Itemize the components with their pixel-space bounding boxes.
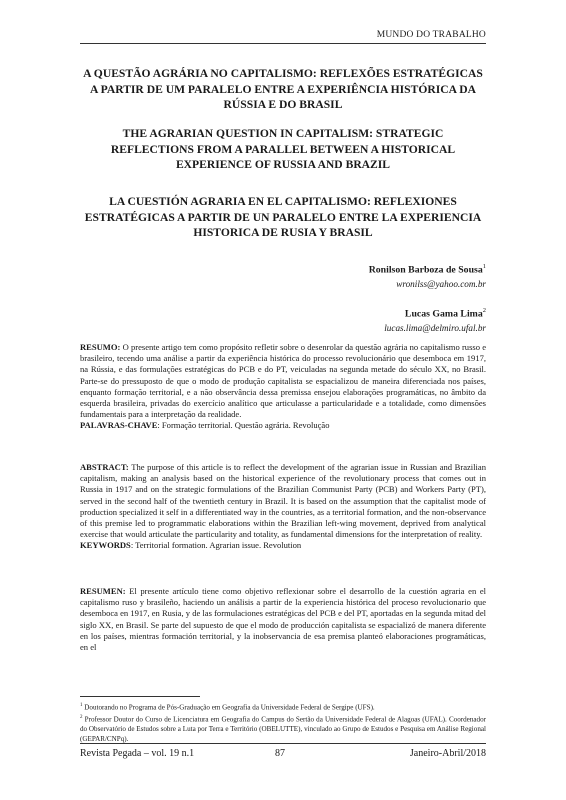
footnote-2-mark: 2 (80, 714, 83, 720)
author-2 (384, 304, 486, 335)
footnote-2-text: Professor Doutor do Curso de Licenciatura em Geografia do Campus do Sertão da Universidade Federal de Alagoas (UFAL). Coordenador do Observatório de Estudos sobre a Luta por Terra e Território (OBELUTTE), vinculado ao Grupo de Estudos e Pesquisa em Análise Regional (GEPAR/CNPq). (80, 715, 486, 743)
footer-journal: Revista Pegada – vol. 19 n.1 (80, 748, 195, 759)
abstract-es-text: El presente artículo tiene como objetivo reflexionar sobre el desarrollo de la cuestión agraria en el capitalismo ruso y brasileño, haciendo un análisis a partir de la experiencia histórica del proceso revolucionario que desemboca en 1917, en Rusia, y de las formulaciones estratégicas del PCB e del PT, aportadas en la segunda mitad del siglo XX, en Brasil. Se parte del supuesto de que el modo de producción capitalista se espacializó de manera diferente en los países, mientras formación territorial, y la inobservancia de esa premisa planteó elaboraciones programáticas, en el (80, 586, 486, 653)
abstract-en-label: ABSTRACT: (80, 462, 129, 472)
footnote-1-mark: 1 (80, 703, 83, 708)
footnote-rule (80, 696, 200, 697)
keywords-pt-text: : Formação territorial. Questão agrária. Revolução (157, 420, 330, 431)
title-spanish: LA CUESTIÓN AGRARIA EN EL CAPITALISMO: REFLEXIONES ESTRATÉGICAS A PARTIR DE UN PARALELO ENTRE LA EXPERIENCIA HISTORICA DE RUSIA Y BRASIL (84, 195, 482, 240)
footer-rule (80, 743, 486, 744)
author-1-name: Ronilson Barboza de Sousa (368, 264, 483, 276)
abstract-english (80, 462, 486, 552)
abstract-pt-label: RESUMO: (80, 342, 121, 352)
footnote-1-text: Doutorando no Programa de Pós-Graduação em Geografia da Universidade Federal de Sergipe (UFS). (82, 703, 375, 712)
footnote-2 (80, 713, 486, 744)
author-1 (369, 260, 486, 291)
title-english: THE AGRARIAN QUESTION IN CAPITALISM: STRATEGIC REFLECTIONS FROM A PARALLEL BETWEEN A HISTORICAL EXPERIENCE OF RUSSIA AND BRAZIL (110, 127, 456, 172)
abstract-spanish (80, 586, 486, 653)
author-2-email: lucas.lima@delmiro.ufal.br (384, 323, 486, 334)
author-2-footnote-mark: 2 (482, 307, 486, 314)
keywords-en-label: KEYWORDS (80, 540, 131, 551)
abstract-portuguese (80, 342, 486, 432)
running-head: MUNDO DO TRABALHO (376, 30, 486, 40)
footnote-1 (80, 701, 486, 713)
keywords-en-text: : Territorial formation. Agrarian issue. Revolution (130, 540, 302, 551)
footer-date: Janeiro-Abril/2018 (409, 748, 486, 759)
header-rule (80, 43, 486, 44)
title-portuguese: A QUESTÃO AGRÁRIA NO CAPITALISMO: REFLEXÕES ESTRATÉGICAS A PARTIR DE UM PARALELO ENTRE A EXPERIÊNCIA HISTÓRICA DA RÚSSIA E DO BRASIL (83, 67, 483, 112)
abstract-pt-text: O presente artigo tem como propósito refletir sobre o desenrolar da questão agrária no capitalismo russo e brasileiro, tecendo uma análise a partir da experiência histórica do processo revolucionário que desemboca em 1917, na Rússia, e das formulações estratégicas do PCB e do PT, veiculadas na segunda metade do século XX, no Brasil. Parte-se do pressuposto de que o modo de produção capitalista se espacializou de maneira diferenciada nos países, enquanto formação territorial, e a não observância dessa premissa ensejou elaborações programáticas, no âmbito da esquerda brasileira, privadas do exercício analítico que articulasse a particularidade e a totalidade, como dimensões fundamentais para a interpretação da realidade. (80, 342, 486, 420)
author-2-name: Lucas Gama Lima (404, 308, 483, 320)
abstract-es-label: RESUMEN: (80, 586, 126, 596)
footer-page-number: 87 (275, 748, 285, 759)
author-1-footnote-mark: 1 (482, 263, 486, 270)
abstract-en-text: The purpose of this article is to reflect the development of the agrarian issue in Russian and Brazilian capitalism, making an analysis based on the historical experience of the revolutionary process that comes out in Russia in 1917 and on the strategic formulations of the Brazilian Communist Party (PCB) and Workers Party (PT), served in the second half of the twentieth century in Brazil. It is based on the assumption that the capitalist mode of production specialized it self in a differentiated way in the countries, as a territorial formation, and the non-observance of this premise led to programmatic elaborations within the Brazilian left-wing movement, deprived from analytical exercise that would articulate the particularity and totality, as fundamental dimensions for the interpretation of reality. (80, 462, 486, 540)
footnotes (80, 701, 486, 744)
keywords-pt-label: PALAVRAS-CHAVE (80, 420, 158, 431)
author-1-email: wronilss@yahoo.com.br (396, 279, 486, 290)
